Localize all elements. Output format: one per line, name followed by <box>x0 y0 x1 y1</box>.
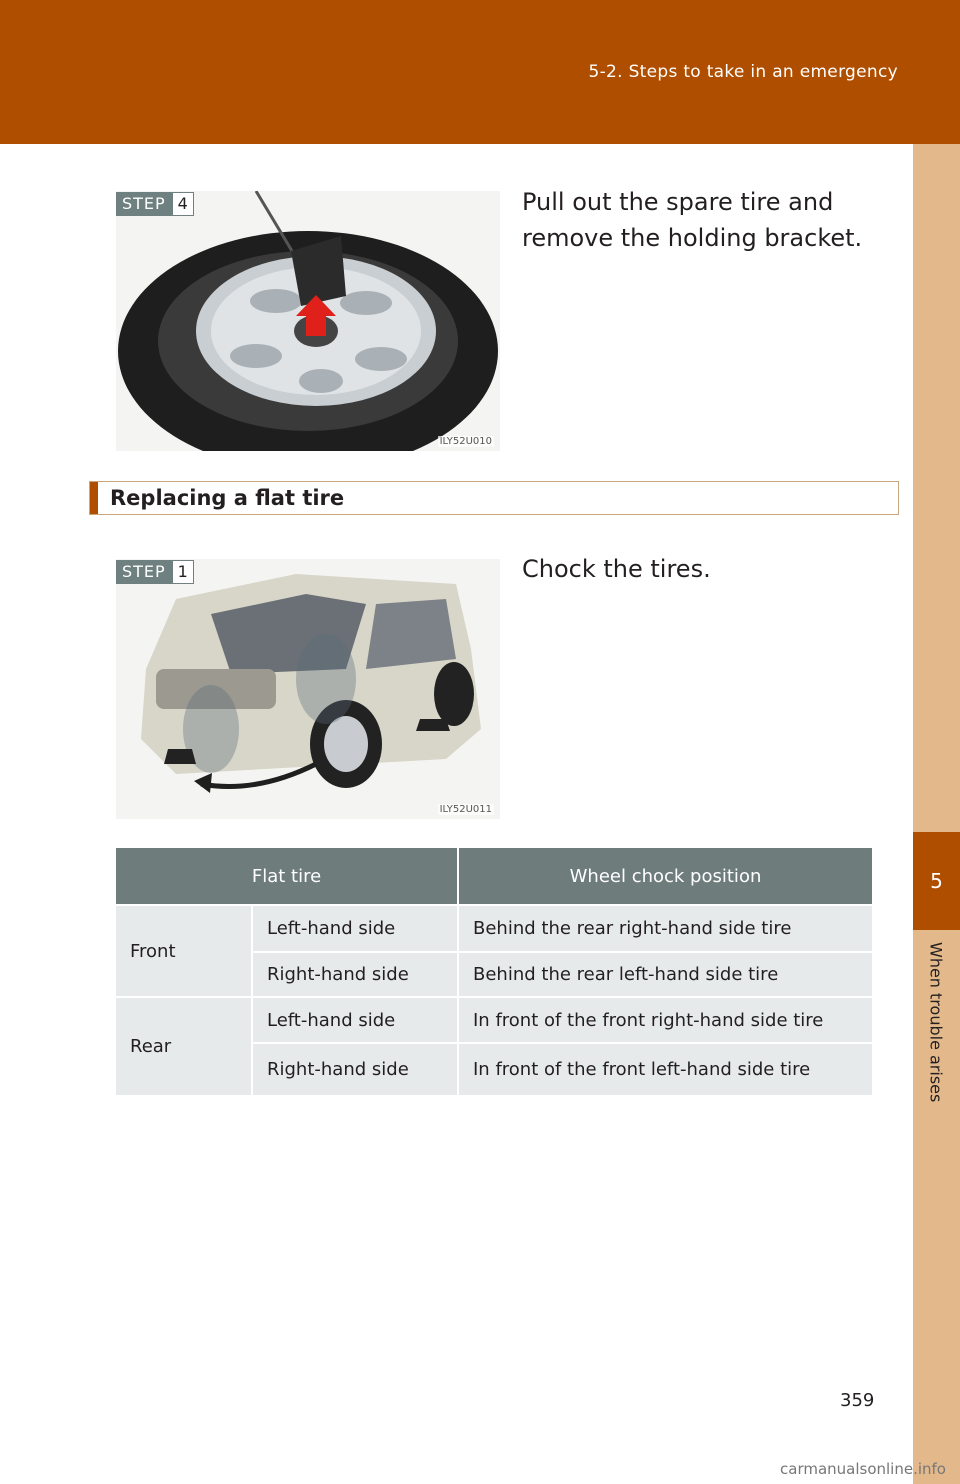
side-cell: Right-hand side <box>252 1043 458 1095</box>
spare-tire-illustration <box>116 191 500 451</box>
column-header-flat-tire: Flat tire <box>116 848 458 905</box>
suv-chock-icon <box>116 559 500 819</box>
step-badge <box>116 192 194 216</box>
position-cell: In front of the front left-hand side tire <box>458 1043 872 1095</box>
page-header <box>0 0 960 144</box>
watermark-link[interactable]: carmanualsonline.info <box>780 1460 946 1478</box>
step-label: STEP <box>116 560 172 584</box>
column-header-chock-position: Wheel chock position <box>458 848 872 905</box>
figure-code: ILY52U011 <box>439 804 492 815</box>
group-label: Front <box>116 905 252 997</box>
wheel-chock-illustration <box>116 559 500 819</box>
position-cell: In front of the front right-hand side tire <box>458 997 872 1043</box>
figure-code: ILY52U010 <box>439 436 492 447</box>
position-cell: Behind the rear left-hand side tire <box>458 952 872 997</box>
heading-accent-bar <box>90 482 98 514</box>
step-instruction: Pull out the spare tire and remove the holding bracket. <box>522 188 863 252</box>
side-cell: Left-hand side <box>252 905 458 952</box>
spare-tire-icon <box>116 191 500 451</box>
side-cell: Right-hand side <box>252 952 458 997</box>
step-label: STEP <box>116 192 172 216</box>
chapter-side-band <box>913 144 960 1484</box>
chapter-number-tab[interactable]: 5 <box>913 832 960 930</box>
group-label: Rear <box>116 997 252 1095</box>
side-cell: Left-hand side <box>252 997 458 1043</box>
step-badge <box>116 560 194 584</box>
step-instruction: Chock the tires. <box>522 555 711 583</box>
chapter-title: When trouble arises <box>926 942 946 1103</box>
page-number: 359 <box>840 1390 875 1411</box>
step-number: 1 <box>172 560 194 584</box>
table-row <box>116 997 872 1043</box>
section-heading <box>89 481 899 515</box>
section-breadcrumb: 5-2. Steps to take in an emergency <box>588 62 898 82</box>
step-number: 4 <box>172 192 194 216</box>
table-header-row <box>116 848 872 905</box>
table-row <box>116 905 872 952</box>
section-title: Replacing a flat tire <box>110 486 345 510</box>
position-cell: Behind the rear right-hand side tire <box>458 905 872 952</box>
wheel-chock-table <box>116 848 872 1095</box>
